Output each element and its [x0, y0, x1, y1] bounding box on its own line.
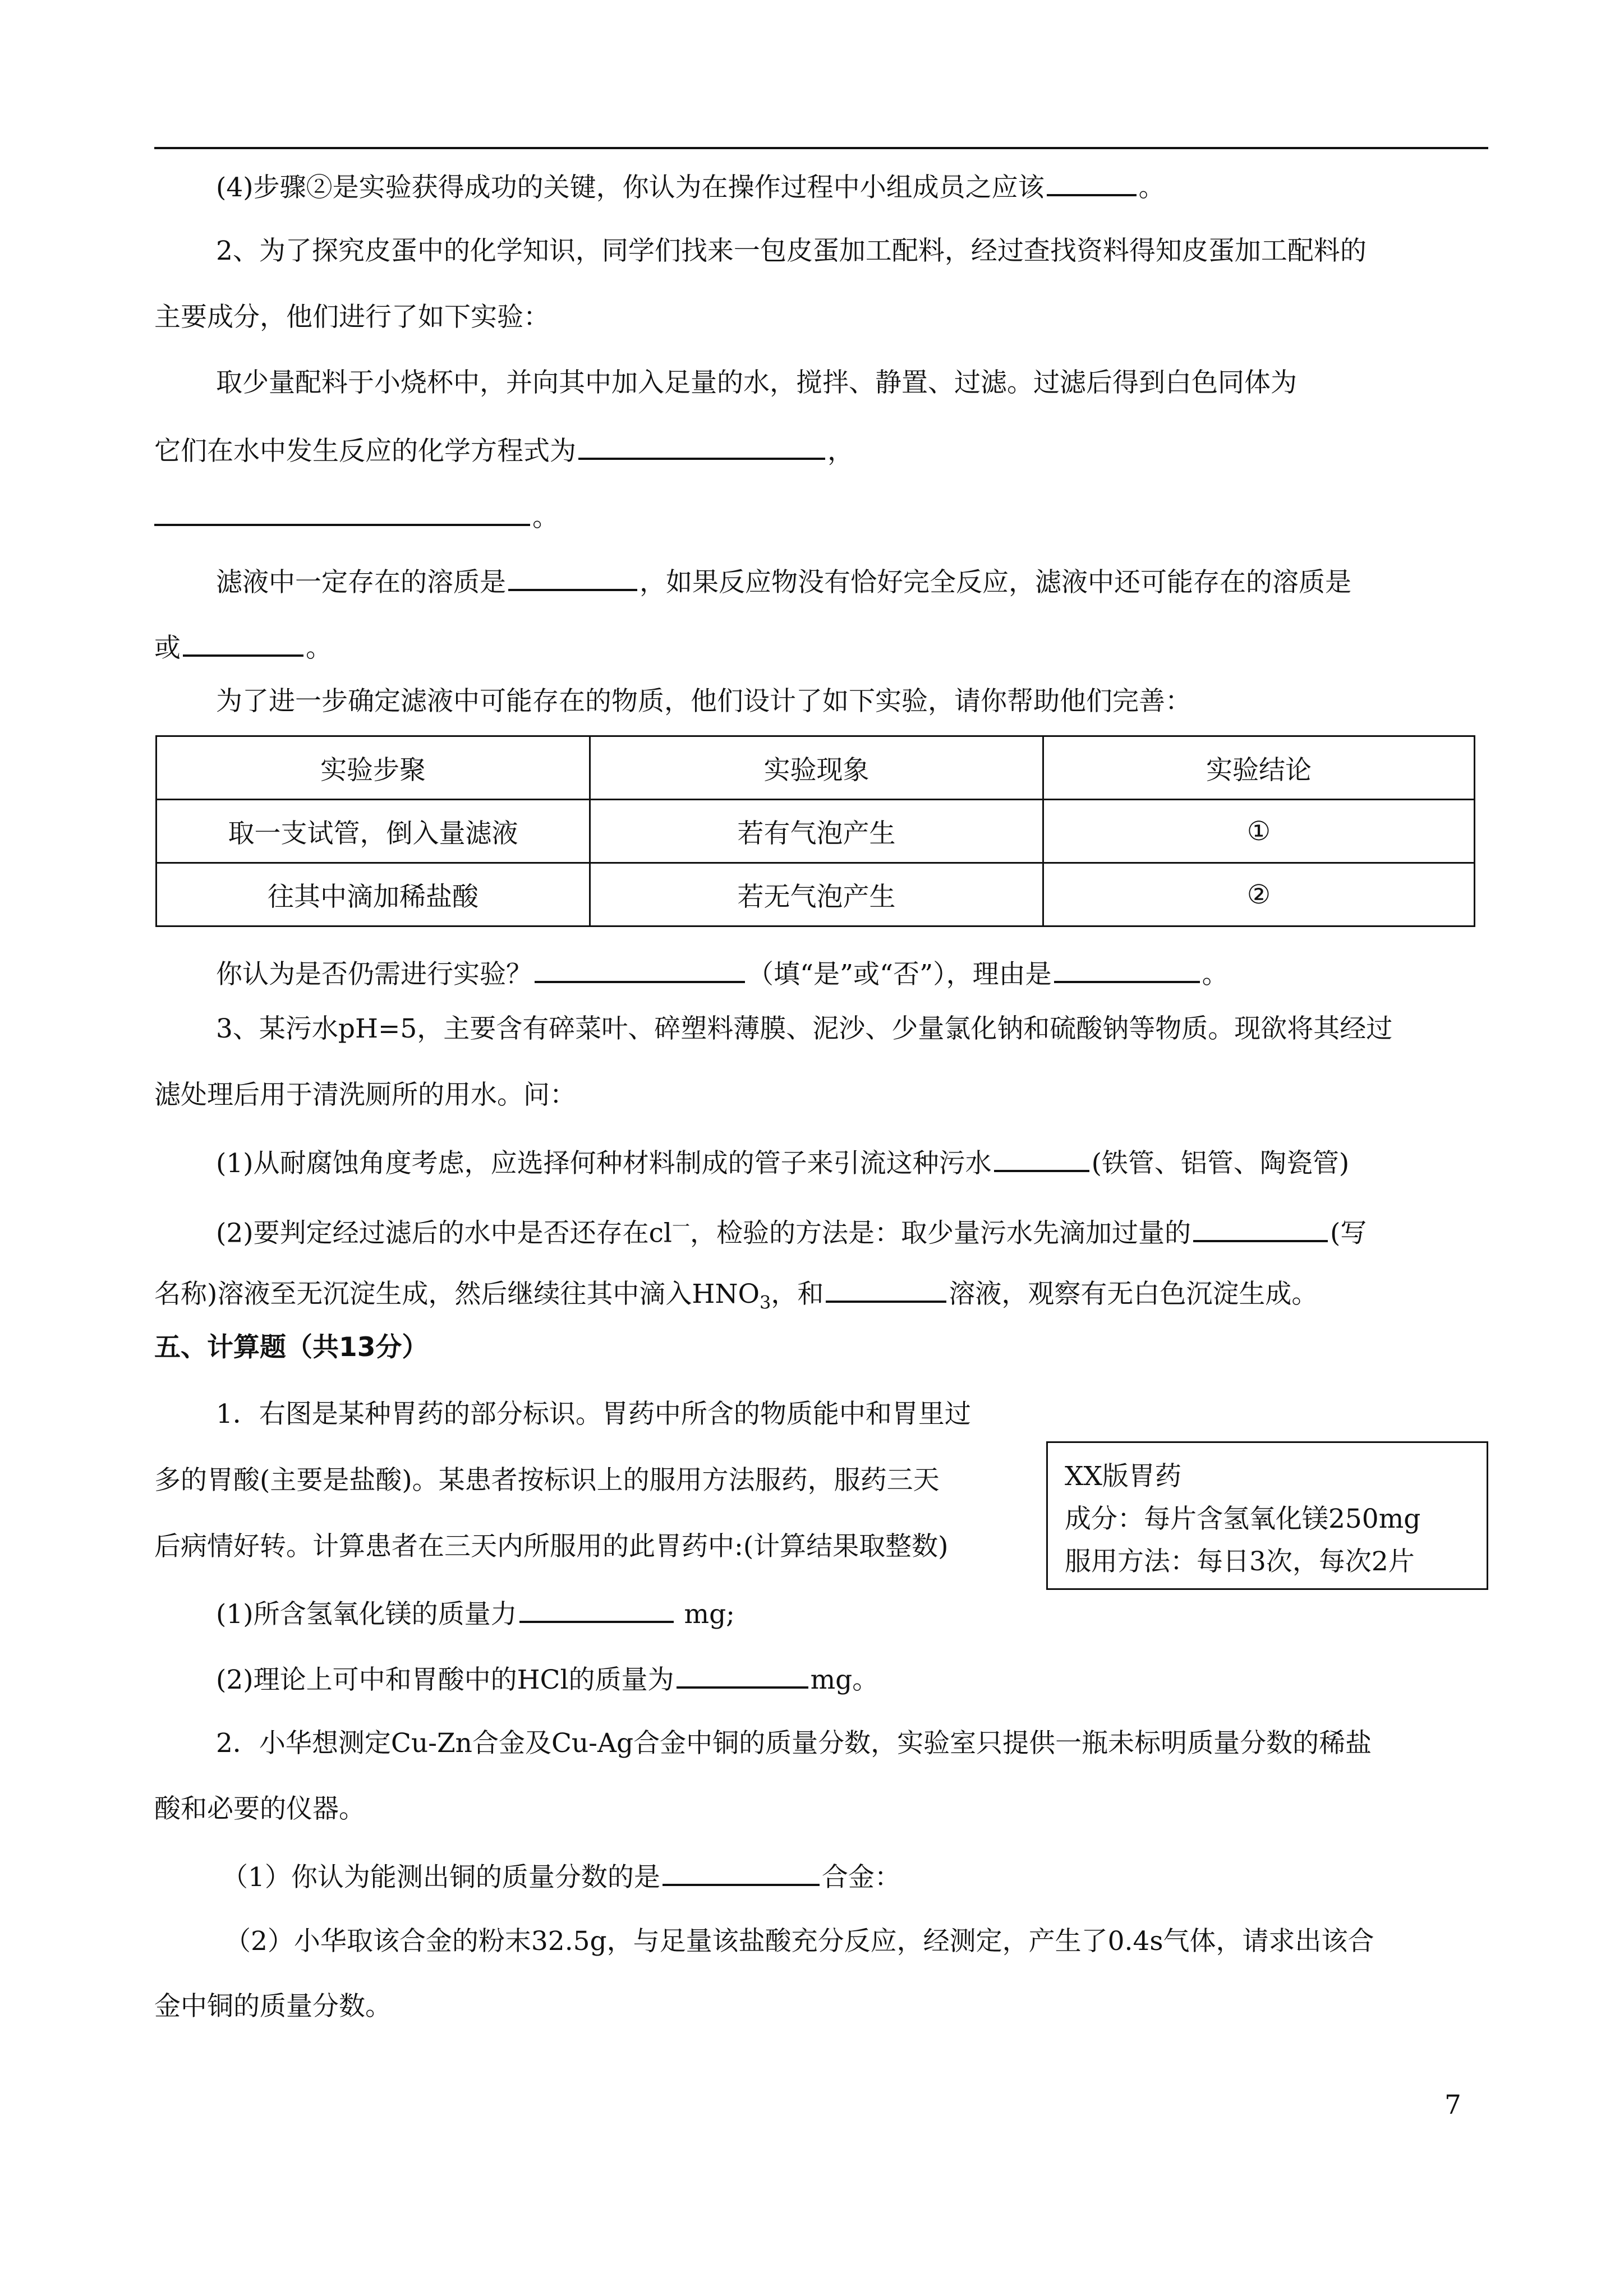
page-number: 7: [1444, 2090, 1461, 2120]
c1-part1: (1)所含氢氧化镁的质量力 mg;: [216, 1595, 735, 1631]
q3-line2: 滤处理后用于清洗厕所的用水。问：: [154, 1080, 576, 1110]
header-rule: [154, 147, 1488, 149]
q3-part2-line2: 名称)溶液至无沉淀生成，然后继续往其中滴入$HNO_3$，和 溶液，观察有无白色沉淀生成。: [154, 1275, 1318, 1319]
c2-line1: 2．小华想测定Cu-Zn合金及Cu-Ag合金中铜的质量分数，实验室只提供一瓶未标明质量分数的稀盐: [216, 1728, 1372, 1759]
solute-blank[interactable]: [508, 563, 637, 591]
table-row: [157, 800, 1475, 863]
q4-step-line: (4)步骤②是实验获得成功的关键，你认为在操作过程中小组成员之应该 。: [216, 168, 1165, 205]
table-header-cell: 实验现象: [590, 736, 1043, 800]
c1-part2: (2)理论上可中和胃酸中的HCl的质量为 mg。: [216, 1661, 878, 1697]
table-header-cell: 实验步聚: [157, 736, 590, 800]
alloy-blank[interactable]: [663, 1858, 820, 1886]
conclusion-cell[interactable]: ②: [1043, 863, 1475, 926]
medicine-title: XX版胃药: [1065, 1461, 1181, 1492]
yes-no-blank[interactable]: [535, 955, 745, 983]
q2-need-line: 你认为是否仍需进行实验？ （填“是”或“否”），理由是 。: [216, 955, 1229, 992]
table-cell: 若有气泡产生: [590, 800, 1043, 863]
table-cell: 往其中滴加稀盐酸: [157, 863, 590, 926]
mg-blank-2[interactable]: [677, 1661, 808, 1689]
c2-part2-line2: 金中铜的质量分数。: [154, 1991, 392, 2022]
conclusion-cell[interactable]: ①: [1043, 800, 1475, 863]
table-header-row: [157, 736, 1475, 800]
c1-line3: 后病情好转。计算患者在三天内所服用的此胃药中:(计算结果取整数): [154, 1531, 949, 1562]
c1-line1: 1．右图是某种胃药的部分标识。胃药中所含的物质能中和胃里过: [216, 1399, 971, 1430]
c2-line2: 酸和必要的仪器。: [154, 1794, 365, 1824]
q2-intro-line1: 2、为了探究皮蛋中的化学知识，同学们找来一包皮蛋加工配料，经过查找资料得知皮蛋加工配料的: [216, 236, 1367, 266]
possible-solute-blank[interactable]: [183, 629, 303, 657]
table-row: [157, 863, 1475, 926]
mg-blank-1[interactable]: [519, 1595, 674, 1623]
c2-part2-line1: （2）小华取该合金的粉末32.5g，与足量该盐酸充分反应，经测定，产生了0.4s气体，请求出该合: [224, 1926, 1374, 1957]
reagent-blank-1[interactable]: [1193, 1214, 1328, 1242]
q2-filtrate-line2: 或 。: [154, 629, 332, 665]
q3-part2-line1: (2)要判定经过滤后的水中是否还存在$cl^一$，检验的方法是：取少量污水先滴加过量的 (写: [216, 1210, 1367, 1251]
q3-part1: (1)从耐腐蚀角度考虑，应选择何种材料制成的管子来引流这种污水 (铁管、铝管、陶瓷管): [216, 1144, 1349, 1181]
equation-blank-2[interactable]: [154, 498, 530, 526]
medicine-usage: 服用方法：每日3次，每次2片: [1065, 1546, 1415, 1577]
experiment-table: [155, 735, 1475, 927]
section-heading: 五、计算题（共13分）: [154, 1332, 429, 1363]
q2-design-line: 为了进一步确定滤液中可能存在的物质，他们设计了如下实验，请你帮助他们完善：: [216, 686, 1191, 717]
q2-step-line2: 它们在水中发生反应的化学方程式为 ，: [154, 432, 854, 468]
pipe-blank[interactable]: [994, 1144, 1089, 1172]
answer-blank[interactable]: [1047, 168, 1137, 196]
q2-step-line3: 。: [154, 498, 559, 534]
q2-intro-line2: 主要成分，他们进行了如下实验：: [154, 302, 550, 333]
table-header-cell: 实验结论: [1043, 736, 1475, 800]
medicine-ingredient: 成分：每片含氢氧化镁250mg: [1065, 1504, 1421, 1534]
c2-part1: （1）你认为能测出铜的质量分数的是 合金：: [222, 1858, 901, 1894]
table-cell: 取一支试管，倒入量滤液: [157, 800, 590, 863]
c1-line2: 多的胃酸(主要是盐酸)。某患者按标识上的服用方法服药，服药三天: [154, 1465, 940, 1496]
reason-blank[interactable]: [1054, 955, 1200, 983]
reagent-blank-2[interactable]: [826, 1275, 946, 1303]
q2-step-line1: 取少量配料于小烧杯中，并向其中加入足量的水，搅拌、静置、过滤。过滤后得到白色同体为: [216, 367, 1297, 398]
equation-blank-1[interactable]: [578, 432, 825, 460]
q2-filtrate-line1: 滤液中一定存在的溶质是 ，如果反应物没有恰好完全反应，滤液中还可能存在的溶质是: [216, 563, 1351, 600]
table-cell: 若无气泡产生: [590, 863, 1043, 926]
q3-line1: 3、某污水pH=5，主要含有碎菜叶、碎塑料薄膜、泥沙、少量氯化钠和硫酸钠等物质。现欲将其经过: [216, 1013, 1393, 1044]
medicine-label-box: [1046, 1441, 1488, 1590]
